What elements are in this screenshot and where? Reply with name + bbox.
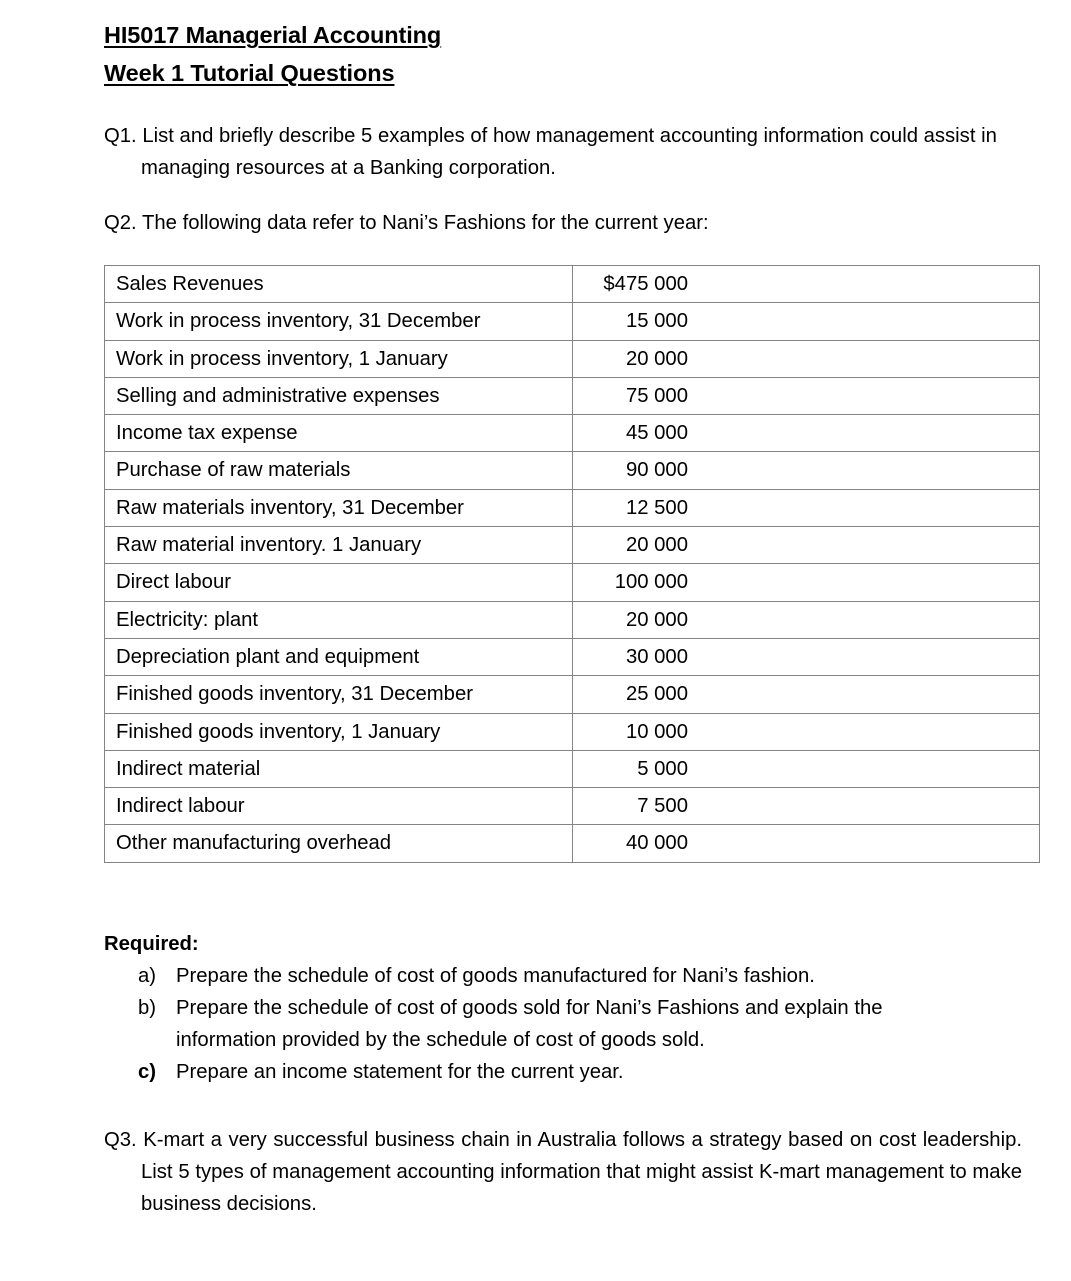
required-item-marker: a) — [138, 965, 157, 987]
table-row — [105, 713, 1040, 750]
table-row — [105, 303, 1040, 340]
table-cell-value — [573, 266, 1040, 303]
question-2-text: The following data refer to Nani’s Fashions for the current year: — [141, 212, 709, 234]
table-cell-value — [573, 452, 1040, 489]
table-row — [105, 377, 1040, 414]
table-cell-value-text: $475 000 — [603, 272, 688, 295]
table-cell-item: Work in process inventory, 1 January — [105, 340, 573, 377]
required-list-item — [104, 1056, 950, 1088]
table-cell-value-text: 5 000 — [637, 757, 688, 780]
required-item-marker: b) — [138, 997, 157, 1019]
required-item-marker: c) — [138, 1061, 157, 1083]
table-row — [105, 266, 1040, 303]
table-cell-value — [573, 601, 1040, 638]
table-cell-value — [573, 303, 1040, 340]
table-cell-value — [573, 676, 1040, 713]
table-cell-item: Finished goods inventory, 31 December — [105, 676, 573, 713]
table-cell-value — [573, 825, 1040, 862]
table-row — [105, 676, 1040, 713]
table-row — [105, 638, 1040, 675]
table-row — [105, 452, 1040, 489]
table-cell-item: Finished goods inventory, 1 January — [105, 713, 573, 750]
required-item-text: Prepare the schedule of cost of goods sold for Nani’s Fashions and explain the information provided by the schedule of cost of goods sold. — [176, 997, 883, 1051]
table-cell-value-text: 30 000 — [625, 645, 688, 668]
document-title-line-1 — [104, 22, 441, 49]
table-row — [105, 415, 1040, 452]
table-row — [105, 750, 1040, 787]
table-row — [105, 825, 1040, 862]
table-cell-value-text: 20 000 — [625, 534, 688, 557]
table-cell-value-text: 20 000 — [625, 608, 688, 631]
required-item-text: Prepare an income statement for the current year. — [176, 1061, 624, 1083]
table-cell-item: Income tax expense — [105, 415, 573, 452]
question-3-text: K-mart a very successful business chain in Australia follows a strategy based on cost leadership. List 5 types of management accounting information that might assist K-mart management to make business decisions. — [141, 1129, 1022, 1215]
table-cell-value — [573, 489, 1040, 526]
table-cell-value-text: 25 000 — [625, 683, 688, 706]
required-section — [104, 928, 1022, 1088]
table-cell-value-text: 15 000 — [625, 310, 688, 333]
required-heading: Required: — [104, 933, 199, 955]
table-cell-item: Electricity: plant — [105, 601, 573, 638]
table-cell-value — [573, 638, 1040, 675]
table-cell-value-text: 100 000 — [614, 571, 688, 594]
question-3 — [104, 1124, 1022, 1220]
table-row — [105, 340, 1040, 377]
table-cell-item: Direct labour — [105, 564, 573, 601]
table-row — [105, 601, 1040, 638]
table-cell-item: Sales Revenues — [105, 266, 573, 303]
table-cell-value-text: 45 000 — [625, 422, 688, 445]
table-cell-item: Purchase of raw materials — [105, 452, 573, 489]
document-title-line-2-text: Week 1 Tutorial Questions — [104, 60, 395, 86]
financial-data-table-body — [105, 266, 1040, 863]
required-list — [104, 960, 1022, 1088]
table-row — [105, 564, 1040, 601]
question-1-text: List and briefly describe 5 examples of how management accounting information could assist in managing resources at a Banking corporation. — [141, 125, 997, 179]
question-2 — [104, 207, 1022, 239]
table-cell-value-text: 75 000 — [625, 384, 688, 407]
table-cell-item: Work in process inventory, 31 December — [105, 303, 573, 340]
table-cell-value — [573, 527, 1040, 564]
question-3-label: Q3. — [104, 1129, 137, 1151]
table-cell-value-text: 7 500 — [637, 795, 688, 818]
question-1-label: Q1. — [104, 125, 137, 147]
table-cell-value — [573, 713, 1040, 750]
document-title-line-1-text: HI5017 Managerial Accounting — [104, 22, 442, 48]
question-1 — [104, 120, 1022, 184]
table-cell-item: Raw materials inventory, 31 December — [105, 489, 573, 526]
table-cell-value — [573, 564, 1040, 601]
table-cell-value — [573, 377, 1040, 414]
required-list-item — [104, 960, 950, 992]
table-cell-item: Depreciation plant and equipment — [105, 638, 573, 675]
table-cell-item: Indirect material — [105, 750, 573, 787]
table-row — [105, 527, 1040, 564]
financial-data-table — [104, 265, 1040, 863]
table-cell-value-text: 40 000 — [625, 832, 688, 855]
table-cell-value-text: 10 000 — [625, 720, 688, 743]
table-cell-item: Raw material inventory. 1 January — [105, 527, 573, 564]
document-title-line-2 — [104, 60, 394, 87]
table-cell-value — [573, 750, 1040, 787]
table-cell-value-text: 20 000 — [625, 347, 688, 370]
table-cell-value — [573, 415, 1040, 452]
table-cell-value — [573, 788, 1040, 825]
table-cell-value-text: 12 500 — [625, 496, 688, 519]
table-cell-value — [573, 340, 1040, 377]
required-item-text: Prepare the schedule of cost of goods manufactured for Nani’s fashion. — [176, 965, 815, 987]
table-cell-value-text: 90 000 — [625, 459, 688, 482]
table-row — [105, 489, 1040, 526]
question-2-label: Q2. — [104, 212, 137, 234]
table-cell-item: Selling and administrative expenses — [105, 377, 573, 414]
table-row — [105, 788, 1040, 825]
table-cell-item: Other manufacturing overhead — [105, 825, 573, 862]
table-cell-item: Indirect labour — [105, 788, 573, 825]
required-list-item — [104, 992, 950, 1056]
